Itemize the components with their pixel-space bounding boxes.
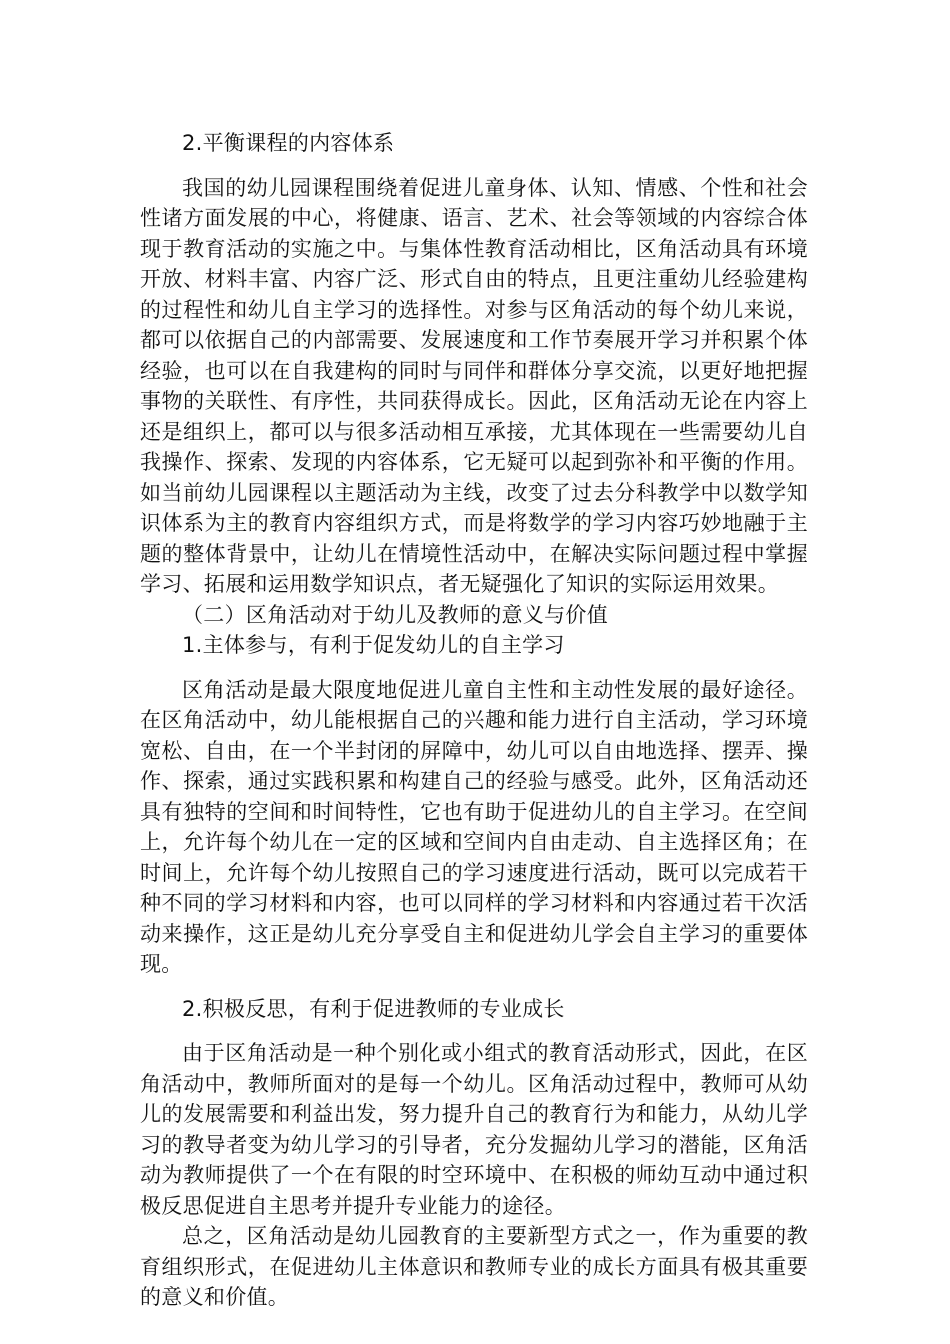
- paragraph-active-reflection: 由于区角活动是一种个别化或小组式的教育活动形式，因此，在区角活动中，教师所面对的是每一个幼儿。区角活动过程中，教师可从幼儿的发展需要和利益出发，努力提升自己的教育行为和能力，从幼儿学习的教导者变为幼儿学习的引导者，充分发掘幼儿学习的潜能，区角活动为教师提供了一个在有限的时空环境中、在积极的师幼互动中通过积极反思促进自主思考并提升专业能力的途径。: [140, 1041, 808, 1218]
- subheading-subject-participation: 1.主体参与，有利于促发幼儿的自主学习: [182, 633, 565, 657]
- subheading-active-reflection: 2.积极反思，有利于促进教师的专业成长: [182, 996, 565, 1021]
- subheading-balance-curriculum: 2.平衡课程的内容体系: [182, 131, 395, 155]
- section-title-significance: （二）区角活动对于幼儿及教师的意义与价值: [182, 602, 608, 627]
- paragraph-balance-curriculum: 我国的幼儿园课程围绕着促进儿童身体、认知、情感、个性和社会性诸方面发展的中心，将健康、语言、艺术、社会等领域的内容综合体现于教育活动的实施之中。与集体性教育活动相比，区角活动具有环境开放、材料丰富、内容广泛、形式自由的特点，且更注重幼儿经验建构的过程性和幼儿自主学习的选择性。对参与区角活动的每个幼儿来说，都可以依据自己的内部需要、发展速度和工作节奏展开学习并积累个体经验，也可以在自我建构的同时与同伴和群体分享交流，以更好地把握事物的关联性、有序性，共同获得成长。因此，区角活动无论在内容上还是组织上，都可以与很多活动相互承接，尤其体现在一些需要幼儿自我操作、探索、发现的内容体系，它无疑可以起到弥补和平衡的作用。如当前幼儿园课程以主题活动为主线，改变了过去分科教学中以数学知识体系为主的教育内容组织方式，而是将数学的学习内容巧妙地融于主题的整体背景中，让幼儿在情境性活动中，在解决实际问题过程中掌握学习、拓展和运用数学知识点，者无疑强化了知识的实际运用效果。: [140, 175, 808, 596]
- document-body: [140, 128, 808, 1313]
- paragraph-conclusion: 总之，区角活动是幼儿园教育的主要新型方式之一，作为重要的教育组织形式，在促进幼儿主体意识和教师专业的成长方面具有极其重要的意义和价值。: [140, 1224, 808, 1309]
- paragraph-subject-participation: 区角活动是最大限度地促进儿童自主性和主动性发展的最好途径。在区角活动中，幼儿能根据自己的兴趣和能力进行自主活动，学习环境宽松、自由，在一个半封闭的屏障中，幼儿可以自由地选择、摆弄、操作、探索，通过实践积累和构建自己的经验与感受。此外，区角活动还具有独特的空间和时间特性，它也有助于促进幼儿的自主学习。在空间上，允许每个幼儿在一定的区域和空间内自由走动、自主选择区角；在时间上，允许每个幼儿按照自己的学习速度进行活动，既可以完成若干种不同的学习材料和内容，也可以同样的学习材料和内容通过若干次活动来操作，这正是幼儿充分享受自主和促进幼儿学会自主学习的重要体现。: [140, 677, 808, 976]
